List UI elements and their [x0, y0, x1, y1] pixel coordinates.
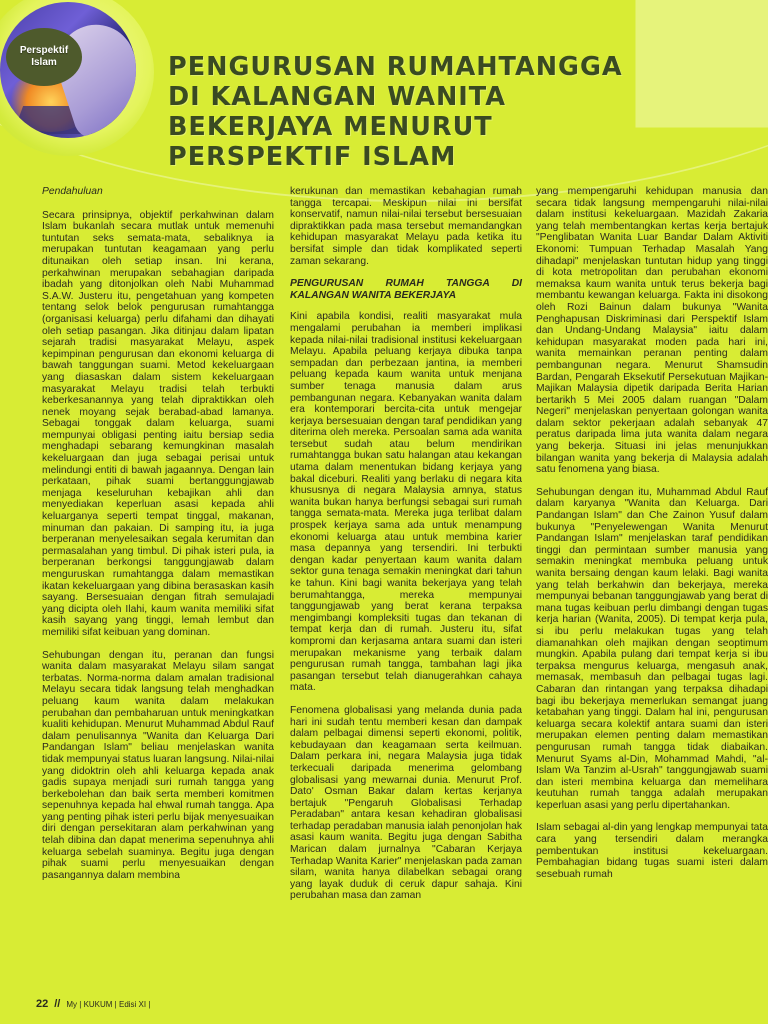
article-title	[168, 52, 758, 172]
column-3	[536, 186, 768, 891]
section-heading-pengurusan: PENGURUSAN RUMAH TANGGA DI KALANGAN WANITA BEKERJAYA	[290, 278, 522, 301]
paragraph: Sehubungan dengan itu, peranan dan fungsi wanita dalam masyarakat Melayu silam sangat terbatas. Norma-norma dalam amalan tradisional Melayu secara tidak langsung telah menghadkan peluang kaum wanita dalam melakukan perubahan dan pembaharuan untuk meningkatkan kualiti kehidupan. Menurut Muhammad Abdul Rauf dalam penulisannya "Wanita dan Keluarga Dari Pandangan Islam" beliau menjelaskan wanita tidak mempunyai status luaran langsung. Nilai-nilai yang didoktrin oleh ahli keluarga kepada anak gadis supaya menjadi suri rumah tangga yang berkebolehan dan baik serta memberi komitmen sepenuhnya kepada hal ehwal rumah tangga. Apa yang penting pihak isteri perlu bijak menyesuaikan diri dengan persekitaran alam perkahwinan yang telah dibina dan dapat menerima sepenuhnya ahli keluarga sebelah suaminya. Begitu juga dengan pihak suami perlu menyesuaikan dengan pasangannya dalam membina	[42, 649, 274, 881]
title-line-4: PERSPEKTIF ISLAM	[168, 142, 457, 172]
title-line-1: PENGURUSAN RUMAHTANGGA	[168, 52, 623, 82]
magazine-name: My | KUKUM | Edisi XI |	[66, 999, 151, 1009]
page-footer	[36, 996, 150, 1012]
footer-slashes: //	[54, 998, 61, 1010]
section-label	[6, 28, 82, 86]
paragraph: kerukunan dan memastikan kebahagian rumah tangga tercapai. Meskipun nilai ini bersifat konservatif, namun nilai-nilai tersebut bersesuaian dipraktikkan pada masa tersebut memandangkan kehidupan masyarakat Melayu pada ketika itu bersifat simple dan tidak komplikated seperti zaman sekarang.	[290, 186, 522, 267]
page-number: 22	[36, 998, 49, 1010]
section-heading-pendahuluan: Pendahuluan	[42, 186, 103, 197]
paragraph: yang mempengaruhi kehidupan manusia dan secara tidak langsung mempengaruhi nilai-nilai dalam institusi kekeluargaan. Mazidah Zakaria yang telah membentangkan kertas kerja bertajuk "Penglibatan Wanita Luar Bandar Dalam Aktiviti Ekonomi: Tumpuan Terhadap Masalah Yang dihadapi" menjelaskan tuntutan hidup yang tinggi di kota metropolitan dan perubahan ekonomi memaksa kaum wanita untuk terus bekerja bagi membantu kewangan keluarga. Fakta ini disokong oleh Rozi Bainun dalam bukunya "Wanita Penghapusan Diskriminasi dari Perspektif Islam dan Undang-Undang Malaysia" iaitu dalam kehidupan masyarakat moden pada hari ini, wanita memainkan peranan penting dalam pembangunan negara. Menurut Shamsudin Bardan, Pengarah Eksekutif Persekutuan Majikan-Majikan Malaysia dipetik daripada Berita Harian bertarikh 5 Mei 2005 dalam ruangan "Dalam Negeri" menjelaskan penyertaan golongan wanita dalam sektor pekerjaan adalah sebanyak 47 peratus daripada lima juta wanita dalam negara yang bekerja. Situasi ini jelas menunjukkan bilangan wanita yang bekerja di Malaysia adalah satu fenomena yang biasa.	[536, 186, 768, 476]
section-label-line2: Islam	[31, 57, 57, 68]
paragraph: Sehubungan dengan itu, Muhammad Abdul Rauf dalam karyanya "Wanita dan Keluarga. Dari Pandangan Islam" dan Che Zainon Yusuf dalam bukunya "Penyelewengan Wanita Menurut Pandangan Islam" menjelaskan taraf pendidikan tinggi dan permintaan sumber manusia yang semakin meningkat membuka peluang untuk wanita bersaing dengan kaum lelaki. Bagi wanita yang telah berkahwin dan bekerjaya, mereka mempunyai bebanan tanggungjawab yang berat di mana tugas keibuan perlu dimbangi dengan tugas kerja harian (Wanita, 2005). Di tempat kerja pula, si ibu perlu melakukan tugas yang telah diamanahkan oleh majikan dengan seoptimum mungkin. Apabila pulang dari tempat kerja si ibu terpaksa mengurus keluarga, mengasuh anak, memasak, membasuh dan pelbagai tugas lagi. Cabaran dan rintangan yang terpaksa dihadapi bagi ibu bekerjaya memerlukan semangat juang ketabahan yang tinggi. Dalam hal ini, pengurusan keluarga secara kolektif antara suami dan isteri merupakan elemen penting dalam memastikan pengurusan rumah tangga tidak diabaikan. Menurut Syams al-Din, Mohammad Mahdi, "al-Islam Wa Tanzim al-Usrah" tanggungjawab suami dan isteri membina keluarga dan memelihara keutuhan rumah tangga adalah merupakan keperluan asasi yang perlu dipertahankan.	[536, 486, 768, 811]
section-badge	[0, 0, 154, 156]
section-label-line1: Perspektif	[19, 45, 69, 56]
title-line-3: BEKERJAYA MENURUT	[168, 112, 493, 142]
column-1	[42, 186, 274, 892]
paragraph: Kini apabila kondisi, realiti masyarakat mula mengalami perubahan ia memberi implikasi kepada nilai-nilai tradisional institusi kekeluargaan Melayu. Apabila peluang kerjaya dibuka tanpa sempadan dan perbezaan jantina, ia memberi peluang kepada kaum wanita untuk menjana sumber tenaga manusia dalam arus pembangunan negara. Kebanyakan wanita dalam era kontemporari bercita-cita untuk mengejar kerjaya bersesuaian dengan taraf pendidikan yang diterima oleh mereka. Persoalan sama ada wanita tersebut sudah atau belum mendirikan rumahtangga bukan satu halangan atau kekangan utama dalam menentukan bidang kerjaya yang bakal diceburi. Realiti yang berlaku di negara kita khususnya di negara Malaysia amnya, status wanita bukan hanya berfungsi sebagai suri rumah tangga semata-mata. Mereka juga terlibat dalam prospek kerjaya sama ada untuk menampung ekonomi keluarga atau untuk membina karier masa depannya yang tersendiri. Ini terbukti dengan kadar penyertaan kaum wanita dalam sektor guna tenaga semakin meningkat dari tahun ke tahun. Kini bagi wanita bekerjaya yang telah berumahtangga, mereka mempunyai tanggungjawab yang berat kerana terpaksa mengimbangi kompleksiti tugas dan tekanan di tempat kerja dan di rumah. Justeru itu, sifat kompromi dan kerjasama antara suami dan isteri merupakan mekanisme yang terbaik dalam pengurusan rumah tangga, tambahan lagi jika pasangan tersebut telah dianugerahkan cahaya mata.	[290, 311, 522, 694]
title-line-2: DI KALANGAN WANITA	[168, 82, 506, 112]
paragraph: Islam sebagai al-din yang lengkap mempunyai tata cara yang tersendiri dalam merangka pembentukan institusi kekeluargaan. Pembahagian bidang tugas suami isteri dalam sesebuah rumah	[536, 822, 768, 880]
column-2	[290, 186, 522, 913]
paragraph: Secara prinsipnya, objektif perkahwinan dalam Islam bukanlah secara mutlak untuk memenuhi tuntutan seks semata-mata, sebaliknya ia merupakan tuntutan keagamaan yang perlu ditunaikan oleh setiap insan. Ini kerana, perkahwinan merupakan sebahagian daripada ibadah yang ditonjolkan oleh Nabi Muhammad S.A.W. Justeru itu, pengetahuan yang kompeten tentang selok belok pengurusan rumahtangga (organisasi keluarga) perlu difahami dan dihayati oleh setiap pasangan. Jika ditinjau dalam lipatan sejarah tradisi masyarakat Melayu, aspek kepimpinan pengurusan dan ekonomi keluarga di bawah tanggungan suami. Metod kekeluargaan yang diasaskan dalam sistem kekeluargaan masyarakat Melayu tradisi telah terbukti keberkesanannya yang telah dipraktikkan oleh nenek moyang sejak berabad-abad lamanya. Sebagai tonggak dalam keluarga, suami mempunyai obligasi penting iaitu bersiap sedia menghadapi sebarang kemungkinan masalah kekeluargaan dan juga sebagai perisai untuk melindungi entiti di bawah jagaannya. Dengan lain perkataan, pihak suami bertanggungjawab menjaga keseluruhan kebajikan ahli dan menyediakan keperluan asasi kepada ahli keluarganya seperti tempat tinggal, makanan, minuman dan pakaian. Di samping itu, ia juga berperanan menyelesaikan segala kerumitan dan permasalahan yang timbul. Di pihak isteri pula, ia berperanan berkongsi tanggungjawab dalam menguruskan rumahtangga dalam memastikan ikatan kekeluargaan yang dibina berasaskan kasih sayang. Bersesuaian dengan fitrah semulajadi yang dicipta oleh Ilahi, kaum wanita memiliki sifat kasih sayang yang tinggi, lemah lembut dan memiliki sifat keibuan yang dominan.	[42, 209, 274, 638]
paragraph: Fenomena globalisasi yang melanda dunia pada hari ini sudah tentu memberi kesan dan dampak dalam pelbagai dimensi seperti ekonomi, politik, kebudayaan dan keagamaan serta keilmuan. Dalam perkara ini, negara Malaysia juga tidak terkecuali daripada menerima gelombang globalisasi yang mewarnai dunia. Menurut Prof. Dato' Osman Bakar dalam kertas kerjanya bertajuk "Pengaruh Globalisasi Terhadap Peradaban" antara kesan kehadiran globalisasi terhadap peradaban manusia ialah penonjolan hak asasi kaum wanita. Begitu juga dengan Sabitha Marican dalam jurnalnya "Cabaran Kerjaya Terhadap Wanita Karier" menjelaskan pada zaman silam, wanita hanya dilabelkan sebagai orang yang layak duduk di ceruk dapur sahaja. Kini perubahan masa dan zaman	[290, 704, 522, 902]
